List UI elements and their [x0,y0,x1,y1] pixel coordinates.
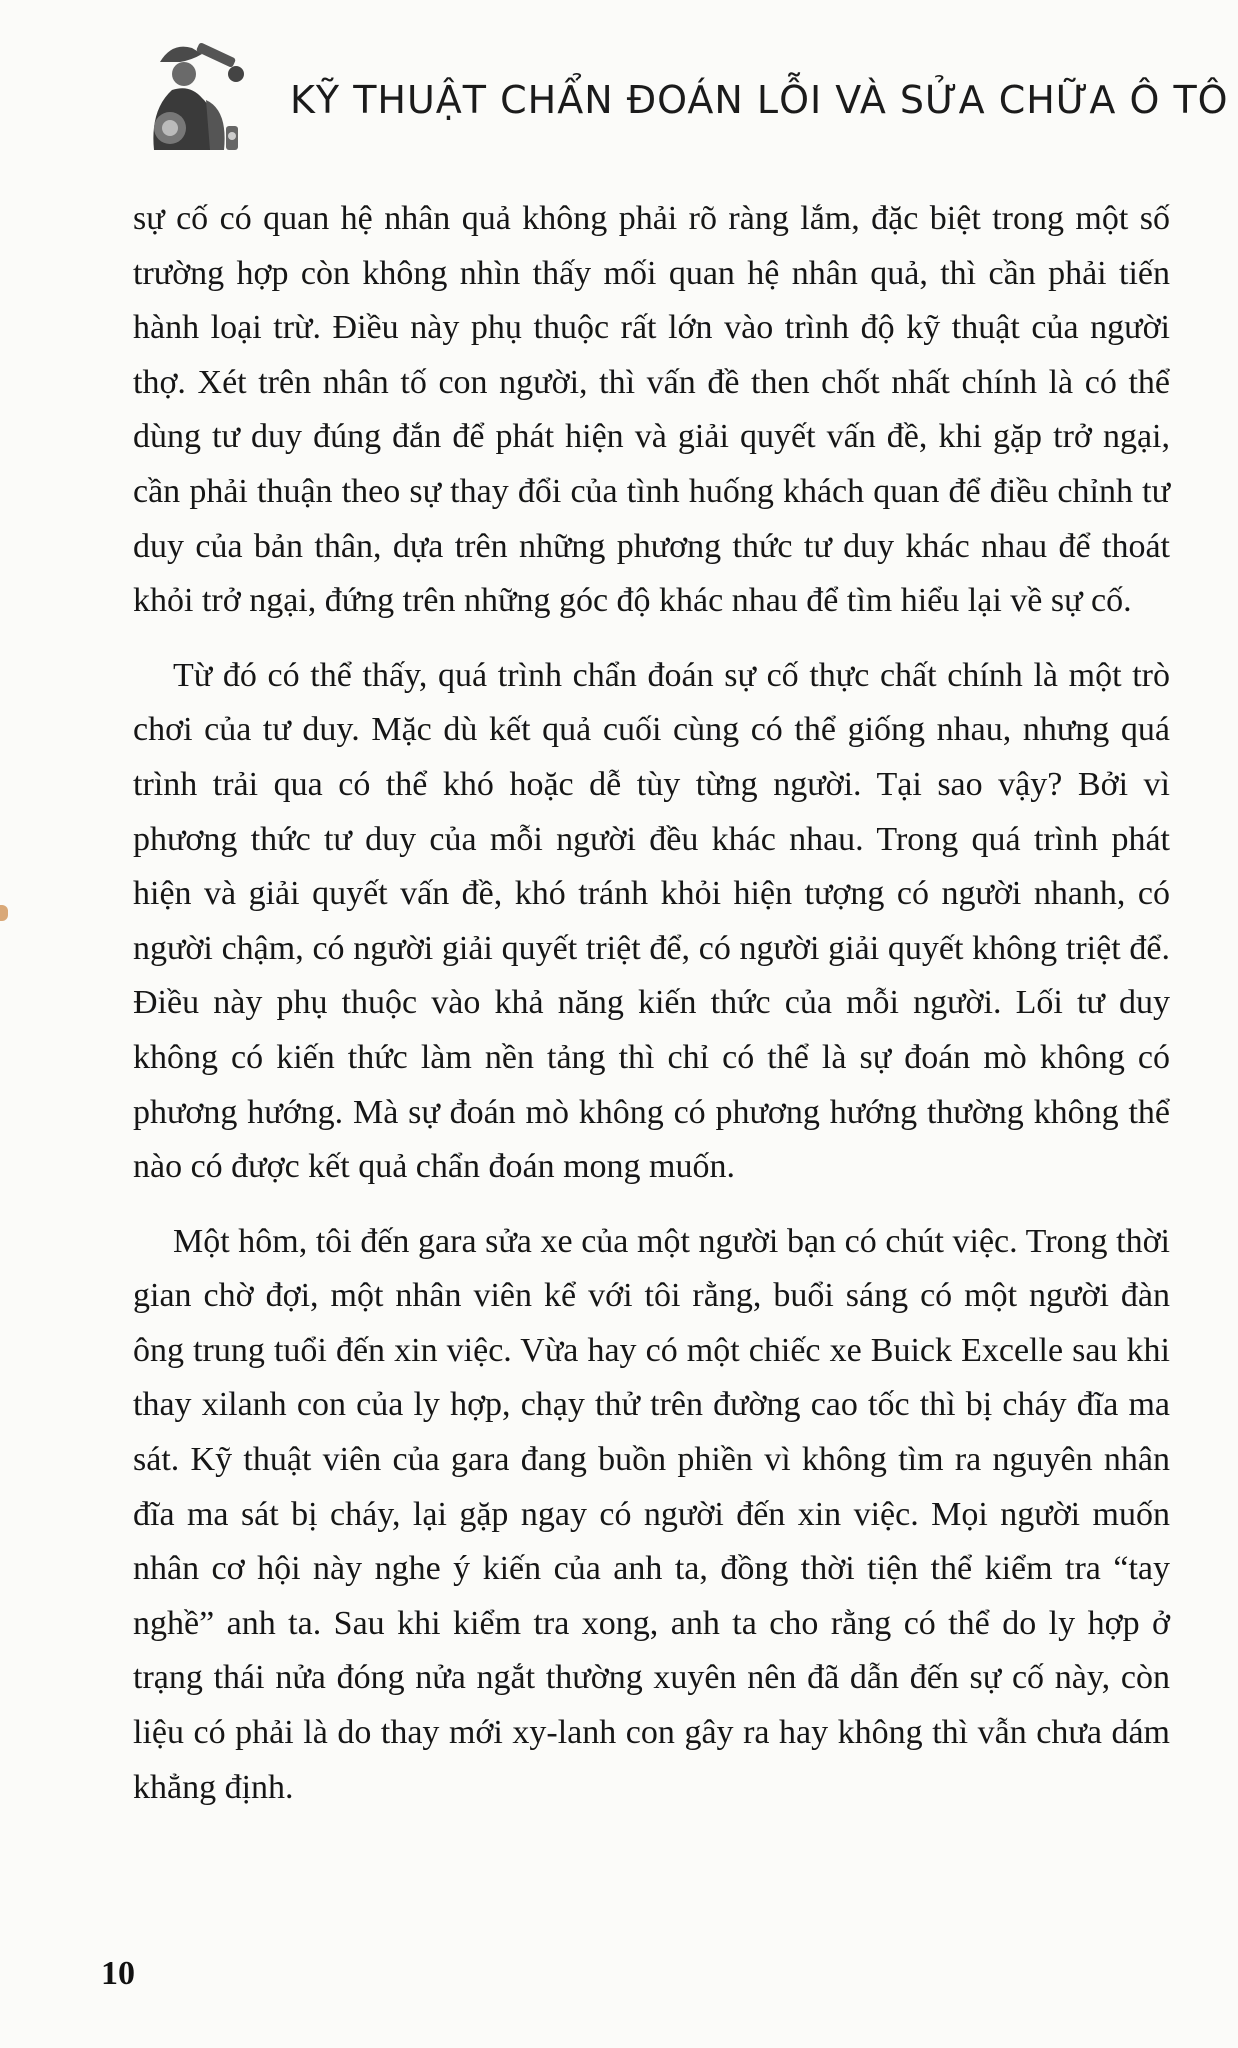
page-number: 10 [101,1955,135,1992]
paragraph: Từ đó có thể thấy, quá trình chẩn đoán sự cố thực chất chính là một trò chơi của tư duy. Mặc dù kết quả cuối cùng có thể giống nhau, nhưng quá trình trải qua có thể khó hoặc dễ tùy từng người. Tại sao vậy? Bởi vì phương thức tư duy của mỗi người đều khác nhau. Trong quá trình phát hiện và giải quyết vấn đề, khó tránh khỏi hiện tượng có người nhanh, có người chậm, có người giải quyết triệt để, có người giải quyết không triệt để. Điều này phụ thuộc vào khả năng kiến thức của mỗi người. Lối tư duy không có kiến thức làm nền tảng thì chỉ có thể là sự đoán mò không có phương hướng. Mà sự đoán mò không có phương hướng thường không thể nào có được kết quả chẩn đoán mong muốn. [133,656,1170,1186]
running-header [140,30,1229,160]
book-title: KỸ THUẬT CHẨN ĐOÁN LỖI VÀ SỬA CHỮA Ô TÔ [290,78,1229,122]
paragraph: sự cố có quan hệ nhân quả không phải rõ ràng lắm, đặc biệt trong một số trường hợp còn không nhìn thấy mối quan hệ nhân quả, thì cần phải tiến hành loại trừ. Điều này phụ thuộc rất lớn vào trình độ kỹ thuật của người thợ. Xét trên nhân tố con người, thì vấn đề then chốt nhất chính là có thể dùng tư duy đúng đắn để phát hiện và giải quyết vấn đề, khi gặp trở ngại, cần phải thuận theo sự thay đổi của tình huống khách quan để điều chỉnh tư duy của bản thân, dựa trên những phương thức tư duy khác nhau để thoát khỏi trở ngại, đứng trên những góc độ khác nhau để tìm hiểu lại về sự cố. [133,200,1170,620]
paragraph: Một hôm, tôi đến gara sửa xe của một người bạn có chút việc. Trong thời gian chờ đợi, một nhân viên kể với tôi rằng, buổi sáng có một người đàn ông trung tuổi đến xin việc. Vừa hay có một chiếc xe Buick Excelle sau khi thay xilanh con của ly hợp, chạy thử trên đường cao tốc thì bị cháy đĩa ma sát. Kỹ thuật viên của gara đang buồn phiền vì không tìm ra nguyên nhân đĩa ma sát bị cháy, lại gặp ngay có người đến xin việc. Mọi người muốn nhân cơ hội này nghe ý kiến của anh ta, đồng thời tiện thể kiểm tra “tay nghề” anh ta. Sau khi kiểm tra xong, anh ta cho rằng có thể do ly hợp ở trạng thái nửa đóng nửa ngắt thường xuyên nên đã dẫn đến sự cố này, còn liệu có phải là do thay mới xy-lanh con gây ra hay không thì vẫn chưa dám khẳng định. [133,1222,1170,1806]
page-edge-mark [0,905,8,921]
mechanic-logo-icon [140,40,250,160]
body-text [133,192,1170,1835]
